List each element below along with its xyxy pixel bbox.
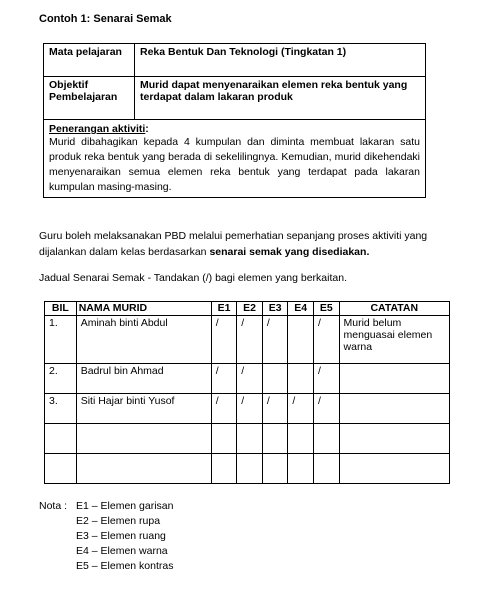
objective-label: Objektif Pembelajaran	[44, 77, 135, 119]
table-row-empty	[45, 454, 450, 484]
header-e2: E2	[237, 302, 263, 316]
header-e4: E4	[288, 302, 314, 316]
instruction-emphasis: senarai semak yang disediakan.	[209, 246, 370, 258]
page-heading: Contoh 1: Senarai Semak	[39, 13, 172, 25]
cell-name: Aminah binti Abdul	[76, 316, 211, 364]
cell-e3: /	[262, 394, 288, 424]
header-bil: BIL	[45, 302, 77, 316]
cell-e5: /	[313, 364, 339, 394]
cell-e3: /	[262, 316, 288, 364]
subject-row	[44, 44, 425, 77]
cell-e4	[288, 316, 314, 364]
cell-notes: Murid belum menguasai elemen warna	[339, 316, 449, 364]
legend-notes	[39, 499, 173, 574]
header-e3: E3	[262, 302, 288, 316]
legend-item: E3 – Elemen ruang	[76, 530, 166, 542]
activity-info-box	[43, 43, 426, 198]
header-e5: E5	[313, 302, 339, 316]
table-row	[45, 364, 450, 394]
table-row	[45, 394, 450, 424]
header-notes: CATATAN	[339, 302, 449, 316]
header-name: NAMA MURID	[76, 302, 211, 316]
cell-e1: /	[211, 364, 237, 394]
cell-e3	[262, 364, 288, 394]
legend-item: E4 – Elemen warna	[76, 545, 168, 557]
legend-item: E2 – Elemen rupa	[76, 515, 161, 527]
cell-name: Siti Hajar binti Yusof	[76, 394, 211, 424]
activity-description: Murid dibahagikan kepada 4 kumpulan dan diminta membuat lakaran satu produk reka bentuk yang berada di sekelilingnya. Kemudian, murid dikehendaki menyenaraikan semua elemen reka bentuk yang terdapat pada lakaran kumpulan masing-masing.	[49, 136, 420, 193]
cell-e2: /	[237, 394, 263, 424]
table-header-row	[45, 302, 450, 316]
legend-item: E1 – Elemen garisan	[76, 500, 174, 512]
cell-e4	[288, 364, 314, 394]
cell-name: Badrul bin Ahmad	[76, 364, 211, 394]
legend-item: E5 – Elemen kontras	[76, 560, 174, 572]
header-e1: E1	[211, 302, 237, 316]
cell-e4: /	[288, 394, 314, 424]
activity-label: Penerangan aktiviti	[49, 123, 146, 135]
cell-bil: 2.	[45, 364, 77, 394]
cell-bil: 1.	[45, 316, 77, 364]
objective-value: Murid dapat menyenaraikan elemen reka bentuk yang terdapat dalam lakaran produk	[140, 79, 408, 103]
objective-row	[44, 77, 425, 120]
cell-notes	[339, 364, 449, 394]
instruction-text: Guru boleh melaksanakan PBD melalui pemerhatian sepanjang proses aktiviti yang dijalankan dalam kelas berdasarkan	[39, 230, 428, 258]
subject-label: Mata pelajaran	[44, 44, 135, 76]
cell-notes	[339, 394, 449, 424]
activity-row: Penerangan aktiviti: Murid dibahagikan kepada 4 kumpulan dan diminta membuat lakaran satu produk reka bentuk yang berada di sekelilingnya. Kemudian, murid dikehendaki menyenaraikan semua elemen reka bentuk yang terdapat pada lakaran kumpulan masing-masing.	[49, 123, 420, 193]
table-row-empty	[45, 424, 450, 454]
cell-bil: 3.	[45, 394, 77, 424]
instruction-paragraph	[39, 228, 439, 260]
cell-e1: /	[211, 394, 237, 424]
cell-e2: /	[237, 316, 263, 364]
cell-e2: /	[237, 364, 263, 394]
cell-e5: /	[313, 394, 339, 424]
cell-e5: /	[313, 316, 339, 364]
table-caption: Jadual Senarai Semak - Tandakan (/) bagi elemen yang berkaitan.	[39, 272, 347, 284]
subject-value: Reka Bentuk Dan Teknologi (Tingkatan 1)	[140, 46, 347, 58]
checklist-table	[44, 301, 450, 484]
notes-label: Nota :	[39, 500, 68, 512]
cell-e1: /	[211, 316, 237, 364]
table-row	[45, 316, 450, 364]
